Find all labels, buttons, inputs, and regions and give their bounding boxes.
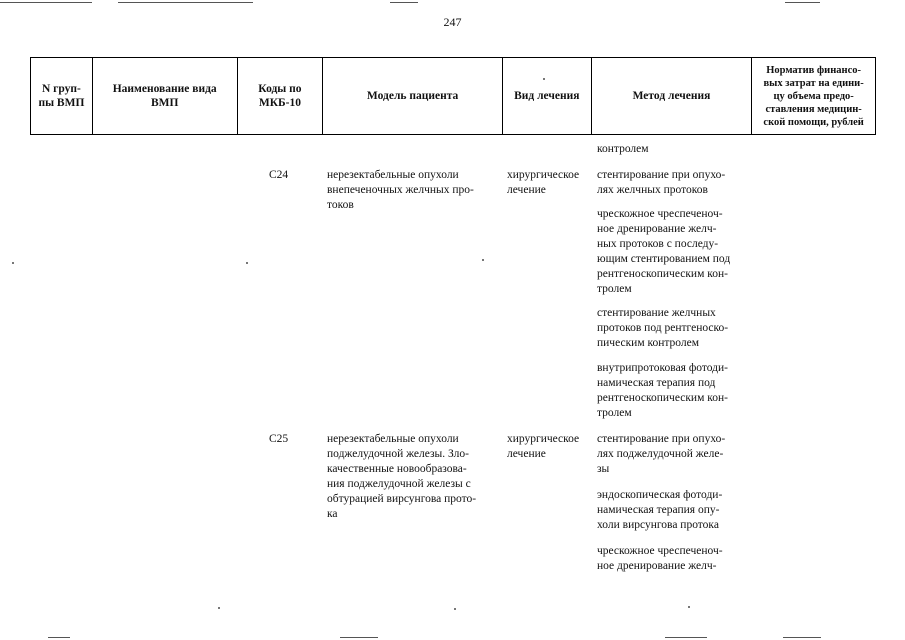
method-line: эндоскопическая фотоди-	[597, 489, 723, 501]
scan-speck	[12, 262, 14, 264]
patient-model-line: поджелудочной железы. Зло-	[327, 448, 469, 460]
method-line: стентирование желчных	[597, 307, 716, 319]
method-line: ных протоков с последу-	[597, 238, 719, 250]
header-label: Метод лечения	[632, 90, 711, 102]
icd-code-c24: C24	[269, 169, 289, 181]
scan-speck	[482, 259, 484, 261]
header-vmp-name	[93, 58, 238, 134]
method-line: тролем	[597, 283, 632, 295]
header-label: Коды по МКБ-10	[258, 83, 302, 109]
scan-speck	[688, 606, 690, 608]
header-label: Вид лечения	[514, 90, 580, 102]
scan-edge-line	[783, 637, 821, 638]
header-icd-codes	[238, 58, 324, 134]
header-treatment-type	[503, 58, 592, 134]
method-line: лях поджелудочной желе-	[597, 448, 724, 460]
method-line: ное дренирование желч-	[597, 560, 717, 572]
table-header-row	[30, 57, 876, 135]
patient-model-line: качественные новообразова-	[327, 463, 467, 475]
method-line: намическая терапия под	[597, 377, 716, 389]
method-line: стентирование при опухо-	[597, 433, 726, 445]
treatment-type-line: хирургическое	[507, 169, 580, 181]
scan-edge-line	[665, 637, 707, 638]
scan-speck	[218, 607, 220, 609]
method-line: внутрипротоковая фотоди-	[597, 362, 729, 374]
method-line: ющим стентированием под	[597, 253, 731, 265]
method-line: протоков под рентгеноско-	[597, 322, 729, 334]
scan-edge-line	[390, 2, 418, 3]
method-line: пическим контролем	[597, 337, 700, 349]
header-cost-norm	[752, 58, 875, 134]
method-line: тролем	[597, 407, 632, 419]
header-treatment-method	[592, 58, 753, 134]
patient-model-line: ния поджелудочной железы с	[327, 478, 471, 490]
patient-model-line: ка	[327, 508, 338, 520]
method-line: ное дренирование желч-	[597, 223, 717, 235]
patient-model-line: нерезектабельные опухоли	[327, 169, 459, 181]
header-patient-model	[323, 58, 503, 134]
scan-edge-line	[340, 637, 378, 638]
treatment-type-line: лечение	[507, 184, 546, 196]
method-line: зы	[597, 463, 610, 475]
scan-edge-line	[785, 2, 820, 3]
method-line: чрескожное чреспеченоч-	[597, 208, 723, 220]
scan-edge-line	[118, 2, 253, 3]
header-label: N груп- пы ВМП	[38, 83, 85, 109]
scan-edge-line	[0, 2, 92, 3]
method-continuation: контролем	[597, 143, 649, 155]
patient-model-line: токов	[327, 199, 354, 211]
method-line: чрескожное чреспеченоч-	[597, 545, 723, 557]
method-line: лях желчных протоков	[597, 184, 708, 196]
method-line: холи вирсунгова протока	[597, 519, 719, 531]
scan-speck	[454, 608, 456, 610]
patient-model-line: внепеченочных желчных про-	[327, 184, 474, 196]
header-group-number	[31, 58, 93, 134]
scan-edge-line	[48, 637, 70, 638]
patient-model-line: обтурацией вирсунгова прото-	[327, 493, 477, 505]
header-label: Модель пациента	[366, 90, 459, 102]
scan-speck	[246, 262, 248, 264]
icd-code-c25: C25	[269, 433, 289, 445]
method-line: рентгеноскопическим кон-	[597, 392, 728, 404]
header-label: Норматив финансо- вых затрат на едини- цу объема предо- ставления медицин- ской помощи, рублей	[763, 64, 864, 128]
method-line: рентгеноскопическим кон-	[597, 268, 728, 280]
header-label: Наименование вида ВМП	[112, 83, 217, 109]
patient-model-line: нерезектабельные опухоли	[327, 433, 459, 445]
page-number: 247	[443, 15, 462, 29]
treatment-type-line: лечение	[507, 448, 546, 460]
method-line: намическая терапия опу-	[597, 504, 720, 516]
method-line: стентирование при опухо-	[597, 169, 726, 181]
treatment-type-line: хирургическое	[507, 433, 580, 445]
